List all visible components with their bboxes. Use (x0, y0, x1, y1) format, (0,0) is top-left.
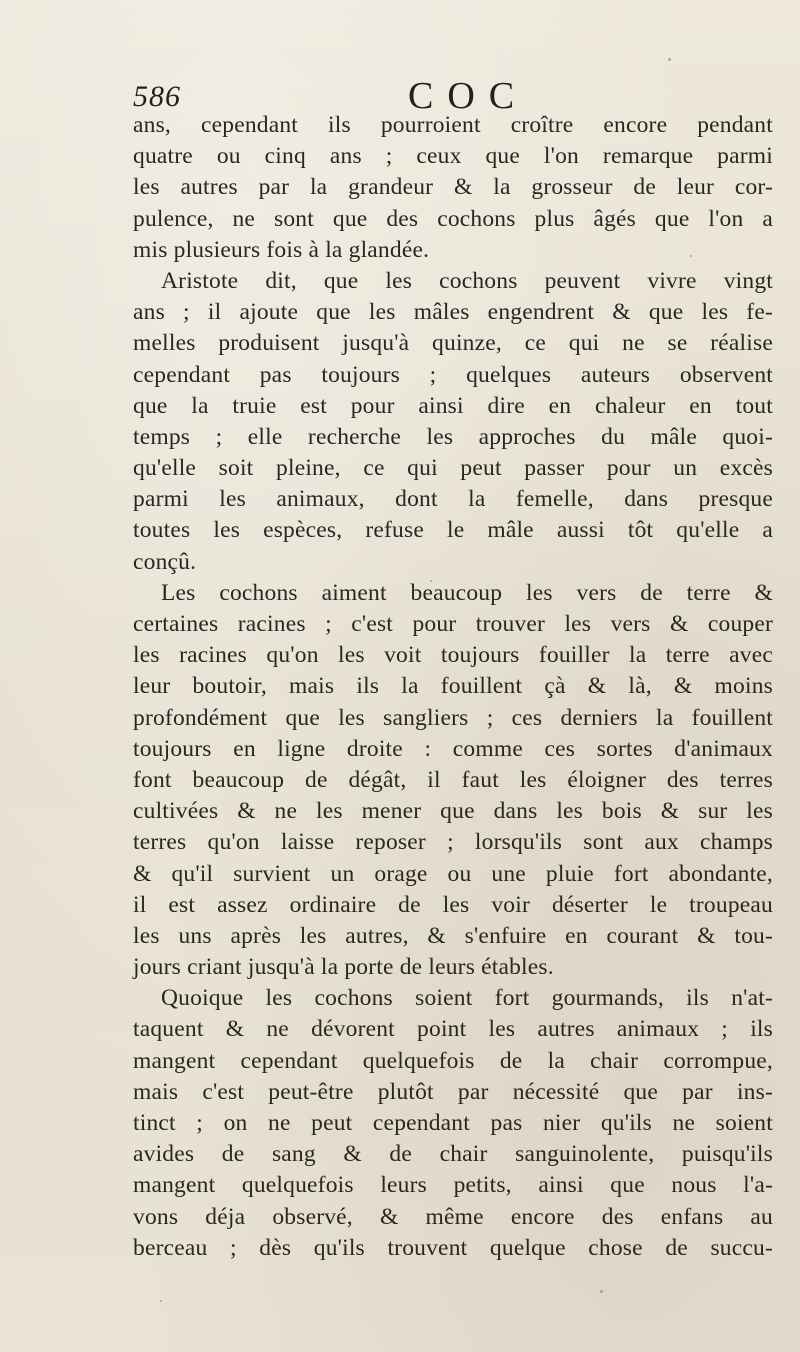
text-line: ans, cependant ils pourroient croître encore pendant (133, 112, 773, 138)
text-line: les autres par la grandeur & la grosseur de leur cor- (133, 174, 773, 201)
text-line: que la truie est pour ainsi dire en chaleur en tout (133, 392, 773, 419)
paper-speck (690, 255, 692, 257)
text-line: conçû. (133, 548, 197, 575)
text-line: toutes les espèces, refuse le mâle aussi tôt qu'elle a (133, 517, 773, 544)
running-head: COC (408, 75, 529, 117)
text-line: profondément que les sangliers ; ces derniers la fouillent (133, 704, 773, 731)
text-line: temps ; elle recherche les approches du mâle quoi- (133, 423, 773, 450)
text-line: cultivées & ne les mener que dans les bois & sur les (133, 798, 773, 825)
text-line: ans ; il ajoute que les mâles engendrent & que les fe- (133, 299, 773, 326)
text-line: qu'elle soit pleine, ce qui peut passer pour un excès (133, 455, 773, 482)
text-line: mis plusieurs fois à la glandée. (133, 236, 430, 263)
text-line: taquent & ne dévorent point les autres animaux ; ils (133, 1016, 773, 1043)
text-line: quatre ou cinq ans ; ceux que l'on remarque parmi (133, 143, 773, 170)
text-line: Quoique les cochons soient fort gourmands, ils n'at- (161, 985, 773, 1012)
paper-speck (600, 1290, 603, 1293)
text-line: melles produisent jusqu'à quinze, ce qui ne se réalise (133, 330, 773, 357)
text-line: mangent cependant quelquefois de la chair corrompue, (133, 1047, 773, 1074)
text-line: jours criant jusqu'à la porte de leurs étables. (133, 954, 554, 981)
text-line: mangent quelquefois leurs petits, ainsi que nous l'a- (133, 1172, 773, 1199)
page-number: 586 (133, 80, 181, 113)
paper-speck (668, 58, 671, 61)
text-line: certaines racines ; c'est pour trouver les vers & couper (133, 611, 773, 637)
text-line: & qu'il survient un orage ou une pluie fort abondante, (133, 860, 773, 887)
text-line: terres qu'on laisse reposer ; lorsqu'ils sont aux champs (133, 829, 773, 856)
text-line: il est assez ordinaire de les voir déserter le troupeau (133, 891, 773, 918)
paragraph (133, 266, 773, 578)
text-line: leur boutoir, mais ils la fouillent çà & là, & moins (133, 673, 773, 700)
text-line: Les cochons aiment beaucoup les vers de terre & (161, 579, 773, 606)
paragraph (133, 110, 773, 266)
text-line: les uns après les autres, & s'enfuire en courant & tou- (133, 922, 773, 949)
text-line: vons déja observé, & même encore des enfans au (133, 1203, 773, 1230)
paper-speck (160, 1300, 162, 1302)
paper-speck (430, 580, 432, 582)
text-line: Aristote dit, que les cochons peuvent vivre vingt (161, 267, 773, 294)
text-line: avides de sang & de chair sanguinolente, puisqu'ils (133, 1141, 773, 1168)
text-line: toujours en ligne droite : comme ces sortes d'animaux (133, 735, 773, 762)
text-line: font beaucoup de dégât, il faut les éloigner des terres (133, 766, 773, 793)
paragraph (133, 983, 773, 1264)
text-line: parmi les animaux, dont la femelle, dans presque (133, 486, 773, 513)
paragraph (133, 578, 773, 983)
text-line: berceau ; dès qu'ils trouvent quelque chose de succu- (133, 1234, 773, 1261)
text-line: les racines qu'on les voit toujours fouiller la terre avec (133, 642, 773, 669)
text-line: tinct ; on ne peut cependant pas nier qu'ils ne soient (133, 1110, 773, 1136)
text-line: mais c'est peut-être plutôt par nécessité que par ins- (133, 1078, 773, 1105)
body-text (133, 110, 773, 1264)
text-line: cependant pas toujours ; quelques auteurs observent (133, 361, 773, 388)
text-line: pulence, ne sont que des cochons plus âgés que l'on a (133, 205, 773, 232)
